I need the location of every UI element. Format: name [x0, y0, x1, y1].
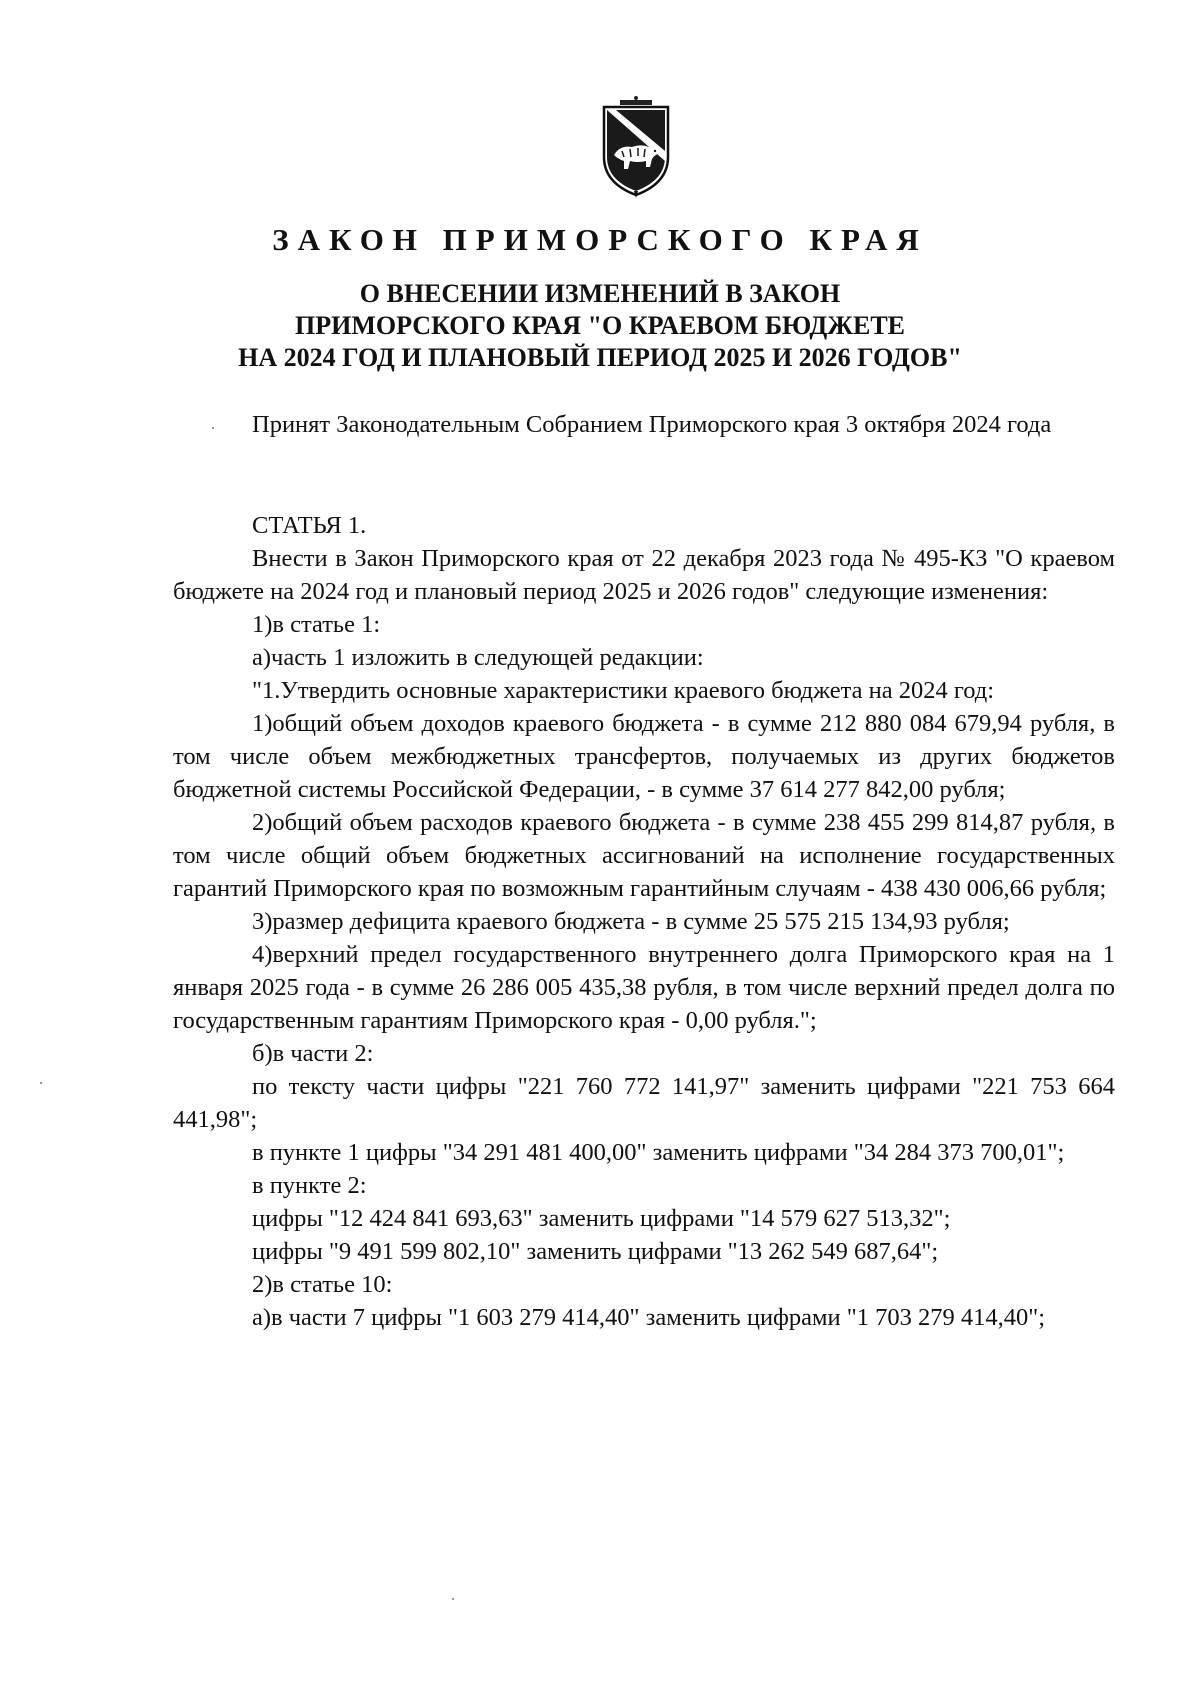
law-title — [0, 278, 1200, 374]
article-paragraph: 4)верхний предел государственного внутреннего долга Приморского края на 1 января 2025 года - в сумме 26 286 005 435,38 рубля, в том числе верхний предел долга по государственным гарантиям Приморского края - 0,00 рубля."; — [173, 941, 1115, 1034]
article-paragraph: а)в части 7 цифры "1 603 279 414,40" заменить цифрами "1 703 279 414,40"; — [252, 1304, 1046, 1331]
article-paragraph: Внести в Закон Приморского края от 22 декабря 2023 года № 495-КЗ "О краевом бюджете на 2024 год и плановый период 2025 и 2026 годов" следующие изменения: — [173, 545, 1115, 605]
article-paragraph: по тексту части цифры "221 760 772 141,97" заменить цифрами "221 753 664 441,98"; — [173, 1073, 1115, 1133]
adoption-text: Принят Законодательным Собранием Приморского края 3 октября 2024 года — [252, 411, 1052, 438]
article-paragraph: 1)в статье 1: — [252, 611, 381, 638]
article-paragraph: 3)размер дефицита краевого бюджета - в сумме 25 575 215 134,93 рубля; — [252, 908, 1010, 935]
article-paragraph: 1)общий объем доходов краевого бюджета - в сумме 212 880 084 679,94 рубля, в том числе объем межбюджетных трансфертов, получаемых из других бюджетов бюджетной системы Российской Федерации, - в сумме 37 614 277 842,00 рубля; — [173, 710, 1115, 803]
coat-of-arms-icon — [600, 95, 672, 199]
adoption-note — [173, 408, 1115, 441]
article-paragraph: а)часть 1 изложить в следующей редакции: — [252, 644, 704, 671]
article-paragraph: в пункте 1 цифры "34 291 481 400,00" заменить цифрами "34 284 373 700,01"; — [252, 1139, 1065, 1166]
scan-speck — [40, 1082, 42, 1084]
article-paragraph: б)в части 2: — [252, 1040, 374, 1067]
scan-speck — [212, 427, 214, 429]
article-body — [173, 509, 1115, 1334]
article-paragraph: 2)в статье 10: — [252, 1271, 393, 1298]
law-title-line: ПРИМОРСКОГО КРАЯ "О КРАЕВОМ БЮДЖЕТЕ — [295, 311, 905, 340]
article-paragraph: цифры "12 424 841 693,63" заменить цифрами "14 579 627 513,32"; — [252, 1205, 951, 1232]
article-paragraph: "1.Утвердить основные характеристики краевого бюджета на 2024 год: — [252, 677, 995, 704]
article-heading: СТАТЬЯ 1. — [252, 512, 367, 539]
law-title-line: НА 2024 ГОД И ПЛАНОВЫЙ ПЕРИОД 2025 И 2026 ГОДОВ" — [238, 343, 962, 372]
scan-speck — [452, 1598, 454, 1600]
article-paragraph: цифры "9 491 599 802,10" заменить цифрами "13 262 549 687,64"; — [252, 1238, 939, 1265]
article-paragraph: 2)общий объем расходов краевого бюджета - в сумме 238 455 299 814,87 рубля, в том числе общий объем бюджетных ассигнований на исполнение государственных гарантий Приморского края по возможным гарантийным случаям - 438 430 006,66 рубля; — [173, 809, 1115, 902]
law-title-line: О ВНЕСЕНИИ ИЗМЕНЕНИЙ В ЗАКОН — [359, 279, 841, 308]
law-type-heading: ЗАКОН ПРИМОРСКОГО КРАЯ — [272, 222, 928, 257]
article-paragraph: в пункте 2: — [252, 1172, 367, 1199]
